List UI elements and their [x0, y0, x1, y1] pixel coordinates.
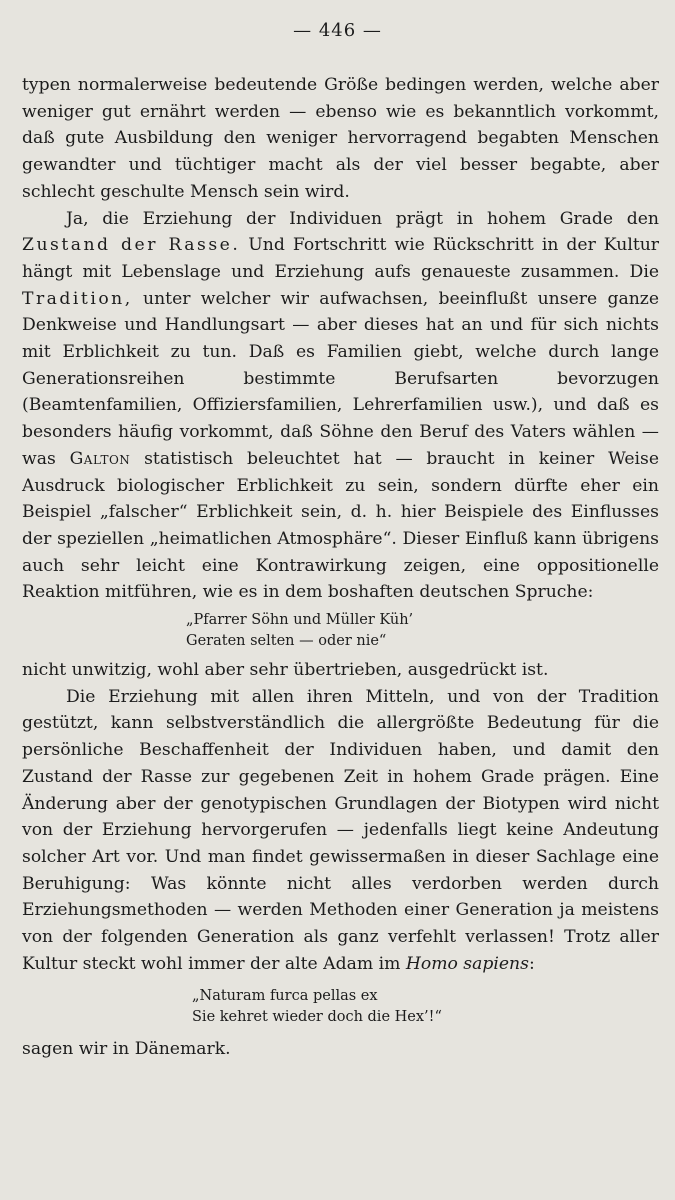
quote-line: Sie kehret wieder doch die Hex’!“ — [192, 1008, 442, 1025]
author-name-galton: Galton — [69, 448, 131, 469]
paragraph-4 — [22, 684, 659, 978]
paragraph-4-text-b: : — [528, 953, 535, 974]
page-number: — 446 — — [293, 20, 382, 41]
paragraph-2-text-a: Ja, die Erziehung der Individuen prägt in hohem Grade den — [66, 208, 659, 229]
quote-line: „Naturam furca pellas ex — [192, 987, 378, 1004]
paragraph-3: nicht unwitzig, wohl aber sehr übertrieben, ausgedrückt ist. — [22, 660, 549, 681]
italic-homo-sapiens: Homo sapiens — [405, 953, 529, 974]
paragraph-4-text-a: Die Erziehung mit allen ihren Mitteln, und von der Tradition gestützt, kann selbstverständlich die allergrößte Bedeutung für die persönliche Beschaffenheit der Individuen haben, und damit den Zustand der Rasse zur gegebenen Zeit in hohem Grade prägen. Eine Änderung aber der genotypischen Grundlagen der Biotypen wird nicht von der Erziehung hervorgerufen — jedenfalls liegt keine Andeutung solcher Art vor. Und man findet gewissermaßen in dieser Sachlage eine Beruhigung: Was könnte nicht alles verdorben werden durch Erziehungsmethoden — werden Methoden einer Generation ja meistens von der folgenden Generation als ganz verfehlt verlassen! Trotz aller Kultur steckt wohl immer der alte Adam im — [22, 686, 659, 974]
spaced-emphasis-zustand-der-rasse: Zustand der Rasse. — [22, 235, 241, 256]
quote-line: Geraten selten — oder nie“ — [186, 633, 387, 650]
quote-latin-proverb — [22, 986, 659, 1028]
quote-proverb — [22, 610, 659, 652]
paragraph-2-text-d: statistisch beleuchtet hat — braucht in keiner Weise Ausdruck biologischer Erblichkeit zu sein, sondern dürfte eher ein Beispiel „falscher“ Erblichkeit sein, d. h. hier Beispiele des Einflusses der speziellen „heimatlichen Atmosphäre“. Dieser Einfluß kann übrigens auch sehr leicht eine Kontrawirkung zeigen, eine oppositionelle Reaktion mitführen, wie es in dem boshaften deutschen Spruche: — [22, 448, 659, 603]
paragraph-5: sagen wir in Dänemark. — [22, 1038, 231, 1059]
paragraph-1: typen normalerweise bedeutende Größe bedingen werden, welche aber weniger gut ernährt werden — ebenso wie es bekanntlich vorkommt, daß gute Ausbildung den weniger hervorragend begabten Menschen gewandter und tüchtiger macht als der viel besser begabte, aber schlecht geschulte Mensch sein wird. — [22, 75, 659, 202]
paragraph-2 — [22, 206, 659, 607]
paragraph-2-text-c: unter welcher wir aufwachsen, beeinflußt unsere ganze Denkweise und Handlungsart — aber dieses hat an und für sich nichts mit Erblichkeit zu tun. Daß es Familien giebt, welche durch lange Generationsreihen bestimmte Berufsarten bevorzugen (Beamtenfamilien, Offiziersfamilien, Lehrerfamilien usw.), und daß es besonders häufig vorkommt, daß Söhne den Beruf des Vaters wählen — was — [22, 288, 659, 469]
quote-line: „Pfarrer Söhn und Müller Küh’ — [186, 612, 414, 629]
page-body — [22, 72, 659, 1062]
spaced-emphasis-tradition: Tradition, — [22, 288, 133, 309]
paragraph-2-text-b: Und Fortschritt wie Rückschritt in der Kultur hängt mit Lebenslage und Erziehung aufs genaueste zusammen. Die — [22, 235, 660, 282]
